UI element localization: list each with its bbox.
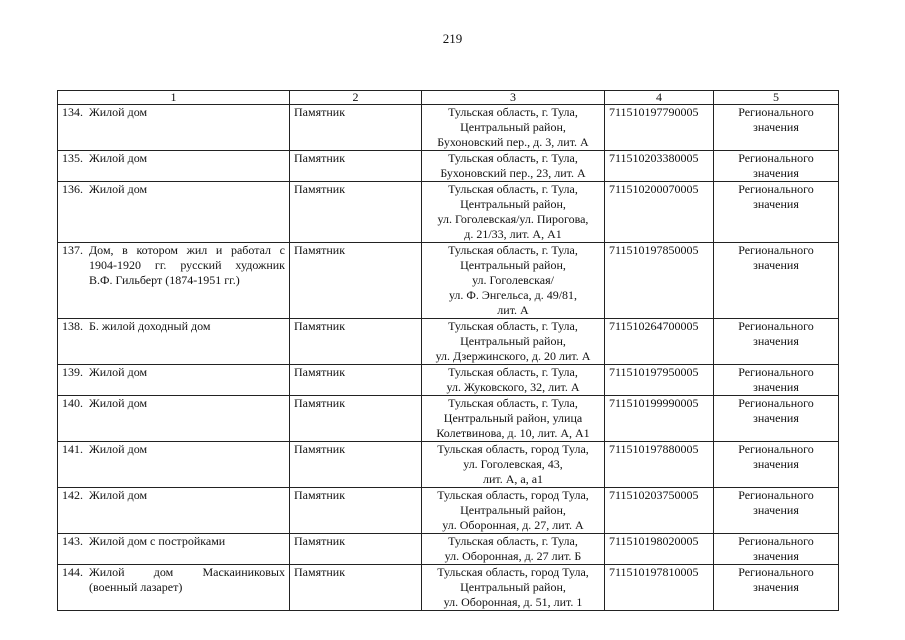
address-line: Тульская область, г. Тула, <box>448 182 578 196</box>
address-cell <box>422 396 605 442</box>
category-line: значения <box>753 549 799 563</box>
significance-category-cell <box>714 243 839 319</box>
category-line: значения <box>753 503 799 517</box>
address-line: лит. А <box>497 303 529 317</box>
address-cell <box>422 182 605 243</box>
row-number: 143. <box>62 534 83 548</box>
address-cell <box>422 365 605 396</box>
object-name-cell <box>58 365 290 396</box>
column-header-4: 4 <box>605 91 714 105</box>
address-cell <box>422 319 605 365</box>
table-row <box>58 182 839 243</box>
address-line: Тульская область, город Тула, <box>437 565 589 579</box>
object-name-cell <box>58 396 290 442</box>
object-name-cell <box>58 565 290 611</box>
category-line: значения <box>753 334 799 348</box>
address-line: Тульская область, г. Тула, <box>448 243 578 257</box>
address-line: Тульская область, г. Тула, <box>448 319 578 333</box>
address-line: Центральный район, <box>460 197 566 211</box>
registry-number-cell: 711510200070005 <box>605 182 714 243</box>
object-type-cell: Памятник <box>290 365 422 396</box>
category-line: значения <box>753 411 799 425</box>
significance-category-cell <box>714 534 839 565</box>
object-type-cell: Памятник <box>290 442 422 488</box>
address-line: Тульская область, город Тула, <box>437 488 589 502</box>
object-name-line: Жилой дом <box>89 442 148 456</box>
address-line: ул. Гоголевская, 43, <box>463 457 563 471</box>
object-type-cell: Памятник <box>290 396 422 442</box>
row-number: 140. <box>62 396 83 410</box>
row-number: 139. <box>62 365 83 379</box>
category-line: Регионального <box>738 243 814 257</box>
column-number-row <box>58 91 839 105</box>
significance-category-cell <box>714 442 839 488</box>
significance-category-cell <box>714 319 839 365</box>
address-line: ул. Оборонная, д. 51, лит. 1 <box>443 595 583 609</box>
object-name-line: Жилой дом <box>89 105 148 119</box>
significance-category-cell <box>714 488 839 534</box>
address-line: лит. А, а, а1 <box>482 472 544 486</box>
object-name-line: Дом, в котором жил и работал с <box>89 243 285 257</box>
address-line: ул. Ф. Энгельса, д. 49/81, <box>448 288 578 302</box>
object-type-cell: Памятник <box>290 488 422 534</box>
address-line: Центральный район, <box>460 334 566 348</box>
address-line: ул. Гоголевская/ул. Пирогова, <box>437 212 589 226</box>
address-line: ул. Оборонная, д. 27, лит. А <box>442 518 584 532</box>
significance-category-cell <box>714 365 839 396</box>
object-name-line: (военный лазарет) <box>89 580 183 594</box>
category-line: Регионального <box>738 105 814 119</box>
row-number: 134. <box>62 105 83 119</box>
category-line: Регионального <box>738 396 814 410</box>
table-row <box>58 319 839 365</box>
address-line: Тульская область, г. Тула, <box>448 534 578 548</box>
address-line: Тульская область, г. Тула, <box>448 105 578 119</box>
registry-number-cell: 711510264700005 <box>605 319 714 365</box>
object-name-line: Жилой дом <box>89 182 148 196</box>
category-line: значения <box>753 197 799 211</box>
object-name-line: Жилой дом <box>89 151 148 165</box>
registry-number-cell: 711510203750005 <box>605 488 714 534</box>
table-row <box>58 365 839 396</box>
object-name-cell <box>58 442 290 488</box>
category-line: значения <box>753 258 799 272</box>
table-row <box>58 105 839 151</box>
address-cell <box>422 534 605 565</box>
object-type-cell: Памятник <box>290 319 422 365</box>
registry-number-cell: 711510203380005 <box>605 151 714 182</box>
address-line: ул. Дзержинского, д. 20 лит. А <box>435 349 591 363</box>
row-number: 136. <box>62 182 83 196</box>
object-name-line: Жилой дом <box>89 488 148 502</box>
address-line: Центральный район, <box>460 580 566 594</box>
category-line: значения <box>753 166 799 180</box>
object-type-cell: Памятник <box>290 534 422 565</box>
table-row <box>58 488 839 534</box>
object-name-cell <box>58 182 290 243</box>
column-header-3: 3 <box>422 91 605 105</box>
category-line: Регионального <box>738 442 814 456</box>
page-number: 219 <box>442 31 463 46</box>
address-line: Центральный район, <box>460 120 566 134</box>
category-line: значения <box>753 457 799 471</box>
address-line: ул. Жуковского, 32, лит. А <box>446 380 580 394</box>
category-line: значения <box>753 580 799 594</box>
object-name-line: Жилой дом <box>89 396 148 410</box>
column-header-5: 5 <box>714 91 839 105</box>
significance-category-cell <box>714 182 839 243</box>
address-cell <box>422 105 605 151</box>
object-name-line: Б. жилой доходный дом <box>89 319 211 333</box>
object-type-cell: Памятник <box>290 151 422 182</box>
significance-category-cell <box>714 565 839 611</box>
address-line: Тульская область, город Тула, <box>437 442 589 456</box>
object-type-cell: Памятник <box>290 565 422 611</box>
column-header-1: 1 <box>58 91 290 105</box>
address-line: Колетвинова, д. 10, лит. А, А1 <box>436 426 590 440</box>
table-row <box>58 243 839 319</box>
category-line: Регионального <box>738 182 814 196</box>
address-line: д. 21/33, лит. А, А1 <box>464 227 562 241</box>
object-name-line: Жилой дом <box>89 365 148 379</box>
row-number: 144. <box>62 565 83 579</box>
category-line: Регионального <box>738 488 814 502</box>
object-type-cell: Памятник <box>290 182 422 243</box>
address-line: Центральный район, <box>460 503 566 517</box>
address-cell <box>422 151 605 182</box>
address-line: Бухоновский пер., 23, лит. А <box>440 166 586 180</box>
object-type-cell: Памятник <box>290 243 422 319</box>
object-name-line: В.Ф. Гильберт (1874-1951 гг.) <box>89 273 240 287</box>
row-number: 138. <box>62 319 83 333</box>
address-line: Тульская область, г. Тула, <box>448 365 578 379</box>
object-name-line: Жилой дом Маскаиниковых <box>89 565 285 579</box>
object-name-cell <box>58 534 290 565</box>
address-line: Тульская область, г. Тула, <box>448 396 578 410</box>
object-name-line: 1904-1920 гг. русский художник <box>89 258 285 272</box>
registry-number-cell: 711510197810005 <box>605 565 714 611</box>
significance-category-cell <box>714 105 839 151</box>
object-name-cell <box>58 105 290 151</box>
heritage-register-table <box>57 90 839 611</box>
table-body <box>58 105 839 611</box>
address-line: Центральный район, <box>460 258 566 272</box>
object-name-cell <box>58 151 290 182</box>
address-line: Тульская область, г. Тула, <box>448 151 578 165</box>
table-row <box>58 534 839 565</box>
address-line: ул. Гоголевская/ <box>472 273 554 287</box>
registry-number-cell: 711510197880005 <box>605 442 714 488</box>
object-name-cell <box>58 243 290 319</box>
object-name-cell <box>58 319 290 365</box>
address-line: ул. Оборонная, д. 27 лит. Б <box>444 549 582 563</box>
category-line: Регионального <box>738 365 814 379</box>
table-row <box>58 442 839 488</box>
row-number: 141. <box>62 442 83 456</box>
row-number: 142. <box>62 488 83 502</box>
registry-number-cell: 711510197790005 <box>605 105 714 151</box>
category-line: значения <box>753 120 799 134</box>
category-line: значения <box>753 380 799 394</box>
category-line: Регионального <box>738 151 814 165</box>
row-number: 137. <box>62 243 83 257</box>
object-type-cell: Памятник <box>290 105 422 151</box>
registry-number-cell: 711510199990005 <box>605 396 714 442</box>
address-line: Бухоновский пер., д. 3, лит. А <box>437 135 589 149</box>
row-number: 135. <box>62 151 83 165</box>
registry-number-cell: 711510198020005 <box>605 534 714 565</box>
registry-number-cell: 711510197850005 <box>605 243 714 319</box>
category-line: Регионального <box>738 565 814 579</box>
significance-category-cell <box>714 396 839 442</box>
address-cell <box>422 243 605 319</box>
address-cell <box>422 442 605 488</box>
category-line: Регионального <box>738 319 814 333</box>
table-row <box>58 396 839 442</box>
object-name-cell <box>58 488 290 534</box>
object-name-line: Жилой дом с постройками <box>89 534 226 548</box>
significance-category-cell <box>714 151 839 182</box>
address-cell <box>422 488 605 534</box>
column-header-2: 2 <box>290 91 422 105</box>
category-line: Регионального <box>738 534 814 548</box>
table-row <box>58 565 839 611</box>
address-cell <box>422 565 605 611</box>
table-row <box>58 151 839 182</box>
address-line: Центральный район, улица <box>443 411 583 425</box>
registry-number-cell: 711510197950005 <box>605 365 714 396</box>
